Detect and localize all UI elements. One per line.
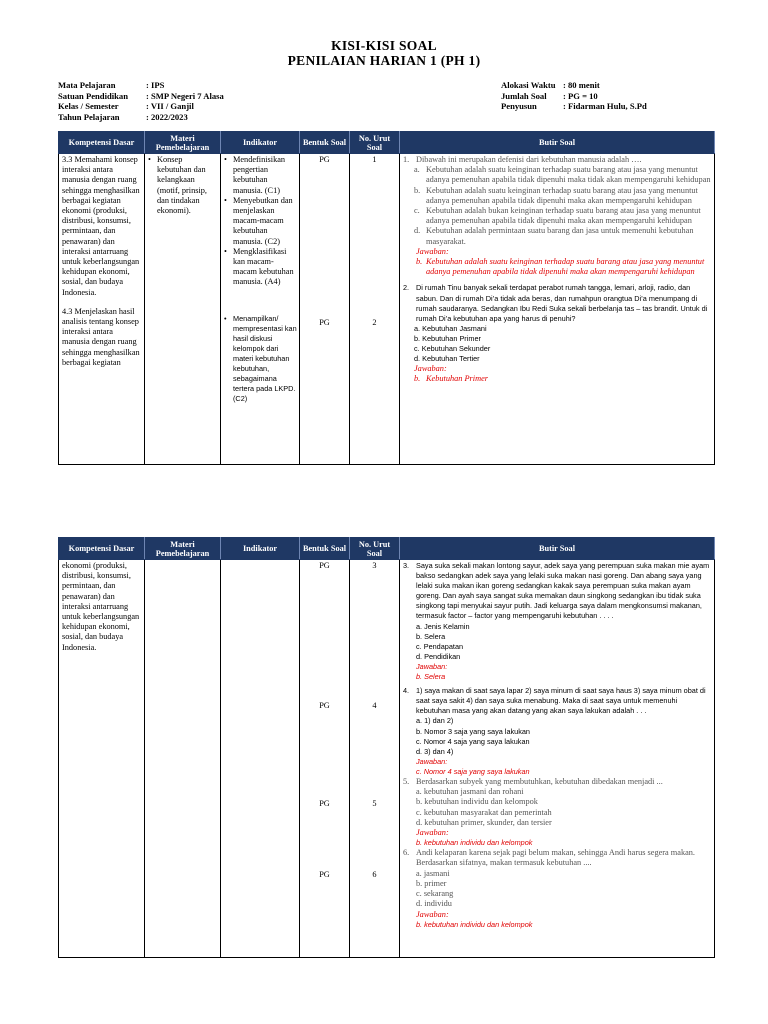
meta-value: : 80 menit xyxy=(563,80,600,90)
option: c. Kebutuhan Sekunder xyxy=(414,344,491,353)
option-letter: a. xyxy=(414,165,420,175)
materi-cell xyxy=(145,154,221,465)
answer xyxy=(402,257,712,277)
option: a. 1) dan 2) xyxy=(416,716,454,726)
question-3 xyxy=(402,561,712,622)
meta-label: Alokasi Waktu xyxy=(501,80,556,90)
question-4 xyxy=(402,686,712,716)
answer: c. Nomor 4 saja yang saya lakukan xyxy=(416,766,530,776)
kisi-table-2 xyxy=(58,537,715,958)
col-header: Kompetensi Dasar xyxy=(59,132,145,154)
answer: b. kebutuhan individu dan kelompok xyxy=(416,919,533,929)
indikator-cell xyxy=(221,560,300,958)
answer-label: Jawaban: xyxy=(416,661,448,671)
option: b. primer xyxy=(416,878,447,888)
indikator-item: • Mendefinisikan pengertian kebutuhan manusia. (C1) xyxy=(223,155,297,196)
col-header: Kompetensi Dasar xyxy=(59,538,145,560)
question-number: 1. xyxy=(403,155,410,164)
option: b. Kebutuhan Primer xyxy=(414,333,481,343)
bentuk-soal: PG xyxy=(319,155,330,164)
bentuk-soal-cell xyxy=(300,560,350,958)
question-text: Saya suka sekali makan lontong sayur, adek saya yang perempuan suka makan mie ayam bakso sedangkan adek saya yang lelaki suka makan nasi goreng. Dan abang saya yang lelaki suka makan ikan goreng sedangkan kakak saya perempuan suka makan ayam goreng. Dan ayah saya sangat suka memakan daun singkong sedangkan ibu tidak suka singkong tapi menyukai sayur putih. Jadi keluarga saya dalam mengkonsumsi makanan, termasuk factor – factor yang mempengaruhi kebutuhan . . . . xyxy=(416,561,710,621)
option-letter: b. xyxy=(414,185,421,195)
option xyxy=(402,226,712,246)
answer: b. Selera xyxy=(416,672,446,682)
answer-text: Kebutuhan Primer xyxy=(426,374,488,384)
no-urut: 2 xyxy=(372,318,377,328)
question-number: 2. xyxy=(403,283,410,293)
butir-soal-cell xyxy=(400,154,715,465)
meta-right xyxy=(501,80,647,112)
col-header: No. Urut Soal xyxy=(350,538,400,560)
meta-left xyxy=(58,80,224,122)
meta-value: : IPS xyxy=(146,80,165,90)
col-header: Bentuk Soal xyxy=(300,538,350,560)
answer-label: Jawaban: xyxy=(416,246,449,256)
no-urut: 5 xyxy=(372,799,377,809)
meta-value: : SMP Negeri 7 Alasa xyxy=(146,90,224,101)
table-header xyxy=(59,538,715,560)
meta-value: : Fidarman Hulu, S.Pd xyxy=(563,101,647,111)
question-text: Andi kelaparan karena sejak pagi belum makan, sehingga Andi harus segera makan. Berdasarkan sifatnya, makan termasuk kebutuhan .... xyxy=(416,848,695,868)
no-urut-cell xyxy=(350,154,400,465)
bentuk-soal: PG xyxy=(319,701,330,711)
col-header: Indikator xyxy=(221,538,300,560)
option: a. Jenis Kelamin xyxy=(416,621,470,631)
kisi-table-1 xyxy=(58,131,715,465)
bentuk-soal: PG xyxy=(319,318,330,328)
question-number: 5. xyxy=(403,776,410,786)
col-header: Butir Soal xyxy=(400,538,715,560)
no-urut: 1 xyxy=(372,155,377,164)
col-header: Indikator xyxy=(221,132,300,154)
meta-label: Satuan Pendidikan xyxy=(58,90,128,101)
table-header xyxy=(59,132,715,154)
option: d. Kebutuhan Tertier xyxy=(414,354,480,364)
kd-text: ekonomi (produksi, distribusi, konsumsi, permintaan, dan penawaran) dan interaksi antarruang untuk keberlangsungan kehidupan ekonomi, sosial, dan budaya Indonesia. xyxy=(62,561,140,652)
option-letter: d. xyxy=(414,226,421,236)
option-letter: c. xyxy=(414,206,420,216)
question-5 xyxy=(402,777,712,787)
option: d. individu xyxy=(416,899,452,909)
option: c. kebutuhan masyarakat dan pemerintah xyxy=(416,807,552,817)
no-urut: 3 xyxy=(372,561,377,570)
answer-label: Jawaban: xyxy=(416,756,448,766)
option: c. sekarang xyxy=(416,889,454,899)
bentuk-soal: PG xyxy=(319,869,330,879)
meta-label: Jumlah Soal xyxy=(501,90,547,101)
option xyxy=(402,206,712,226)
no-urut: 4 xyxy=(372,701,377,711)
option-text: Kebutuhan adalah permintaan suatu barang dan jasa untuk memenuhi kebutuhan masyarakat. xyxy=(426,226,694,246)
indikator-item: • Mengklasifikasi kan macam-macam kebutuhan manusia. (A4) xyxy=(223,247,297,288)
kompetensi-dasar-cell xyxy=(59,560,145,958)
answer-letter: b. xyxy=(416,257,423,267)
question-text: 1) saya makan di saat saya lapar 2) saya minum di saat saya haus 3) saya minum obat di saat saya sakit 4) dan saya suka menabung. Maka di saat saya untuk memenuhi kebutuhan masa yang akan datang yang akan saya lakukan adalah . . . xyxy=(416,686,706,716)
option xyxy=(402,186,712,206)
bentuk-soal-cell xyxy=(300,154,350,465)
question-text: Di rumah Tinu banyak sekali terdapat perabot rumah tangga, lemari, arloji, radio, dan sabun. Dan di rumah Di’a tidak ada beras, dan rumahpun orangtua Di’a menumpang di rumah saudaranya. Sedangkan Ibu Redi Suka sekali berbelanja tas – tas brandit. Untuk di rumah Di’a kebutuhan apa yang harus di penuhi? xyxy=(416,283,708,323)
answer-label: Jawaban: xyxy=(416,909,449,919)
question-text: Dibawah ini merupakan defenisi dari kebutuhan manusia adalah …. xyxy=(416,155,642,164)
kompetensi-dasar-cell xyxy=(59,154,145,465)
question-1 xyxy=(402,155,712,165)
option: d. 3) dan 4) xyxy=(416,746,454,756)
table-row xyxy=(59,560,715,958)
option: b. Selera xyxy=(416,631,446,641)
answer-text: Kebutuhan adalah suatu keinginan terhadap suatu barang atau jasa yang menuntut adanya pemenuhan apabila tidak dipenuhi maka akan mempengaruhi kehidupan xyxy=(426,257,705,277)
no-urut: 6 xyxy=(372,869,377,879)
option: b. Nomor 3 saja yang saya lakukan xyxy=(416,726,530,736)
option: a. jasmani xyxy=(416,868,450,878)
col-header: No. Urut Soal xyxy=(350,132,400,154)
meta-value: : 2022/2023 xyxy=(146,111,188,122)
answer: b. kebutuhan individu dan kelompok xyxy=(416,838,533,848)
question-number: 3. xyxy=(403,561,410,570)
indikator-item: • Menyebutkan dan menjelaskan macam-macam kebutuhan manusia. (C2) xyxy=(223,196,297,247)
answer xyxy=(402,374,712,384)
indikator-cell xyxy=(221,154,300,465)
kd-text: 4.3 Menjelaskan hasil analisis tentang konsep interaksi antara manusia dengan ruang sehingga menghasilkan berbagai kegiatan xyxy=(62,306,140,367)
meta-label: Kelas / Semester xyxy=(58,101,119,111)
bentuk-soal: PG xyxy=(319,799,330,809)
option-text: Kebutuhan adalah suatu keinginan terhadap suatu barang atau jasa yang menuntut adanya pemenuhan apabila tidak dipenuhi maka akan mempengaruhi kehidupan xyxy=(426,185,698,205)
col-header: Materi Pemebelajaran xyxy=(145,538,221,560)
question-number: 4. xyxy=(403,686,410,696)
option-text: Kebutuhan adalah bukan keinginan terhadap suatu barang atau jasa yang menuntut adanya pemenuhan apabila tidak dipenuhi maka akan mempengaruhi kehidupan xyxy=(426,206,701,226)
question-2 xyxy=(402,283,712,323)
question-6 xyxy=(402,848,712,868)
question-text: Berdasarkan subyek yang membutuhkan, kebutuhan dibedakan menjadi ... xyxy=(416,776,663,786)
meta-value: : VII / Ganjil xyxy=(146,101,194,111)
bentuk-soal: PG xyxy=(319,561,330,570)
option-text: Kebutuhan adalah suatu keinginan terhadap suatu barang atau jasa yang menuntut adanya pemenuhan apabila tidak dipenuhi maka tidak akan mempengaruhi kehidupan xyxy=(426,165,711,185)
document-subtitle: PENILAIAN HARIAN 1 (PH 1) xyxy=(287,53,481,68)
option: c. Pendapatan xyxy=(416,641,464,651)
option: a. Kebutuhan Jasmani xyxy=(414,323,487,333)
answer-label: Jawaban: xyxy=(416,827,449,837)
col-header: Butir Soal xyxy=(400,132,715,154)
no-urut-cell xyxy=(350,560,400,958)
col-header: Materi Pemebelajaran xyxy=(145,132,221,154)
meta-label: Mata Pelajaran xyxy=(58,80,116,90)
table-row xyxy=(59,154,715,465)
option: d. kebutuhan primer, skunder, dan tersier xyxy=(416,817,552,827)
meta-value: : PG = 10 xyxy=(563,90,598,101)
materi-cell xyxy=(145,560,221,958)
question-number: 6. xyxy=(403,848,410,858)
option xyxy=(402,165,712,185)
materi-item: • Konsep kebutuhan dan kelangkaan (motif, prinsip, dan tindakan ekonomi). xyxy=(147,155,218,216)
indikator-item: • Menampilkan/ mempresentasi kan hasil diskusi kelompok dari materi kebutuhan kebutuhan, sebagaimana tertera pada LKPD. (C2) xyxy=(223,314,297,405)
meta-label: Penyusun xyxy=(501,101,537,111)
answer-label: Jawaban: xyxy=(414,364,447,374)
col-header: Bentuk Soal xyxy=(300,132,350,154)
option: c. Nomor 4 saja yang saya lakukan xyxy=(416,736,530,746)
option: a. kebutuhan jasmani dan rohani xyxy=(416,787,524,797)
document-title: KISI-KISI SOAL xyxy=(331,38,437,53)
butir-soal-cell xyxy=(400,560,715,958)
option: d. Pendidikan xyxy=(416,651,461,661)
meta-label: Tahun Pelajaran xyxy=(58,111,120,122)
option: b. kebutuhan individu dan kelompok xyxy=(416,797,538,807)
kd-text: 3.3 Memahami konsep interaksi antara manusia dengan ruang sehingga menghasilkan berbagai kegiatan ekonomi (produksi, distribusi, konsumsi, permintaan, dan penawaran) dan interaksi antarruang untuk keberlangsungan kehidupan ekonomi, sosial, dan budaya Indonesia. xyxy=(62,155,140,297)
answer-letter: b. xyxy=(414,374,421,384)
